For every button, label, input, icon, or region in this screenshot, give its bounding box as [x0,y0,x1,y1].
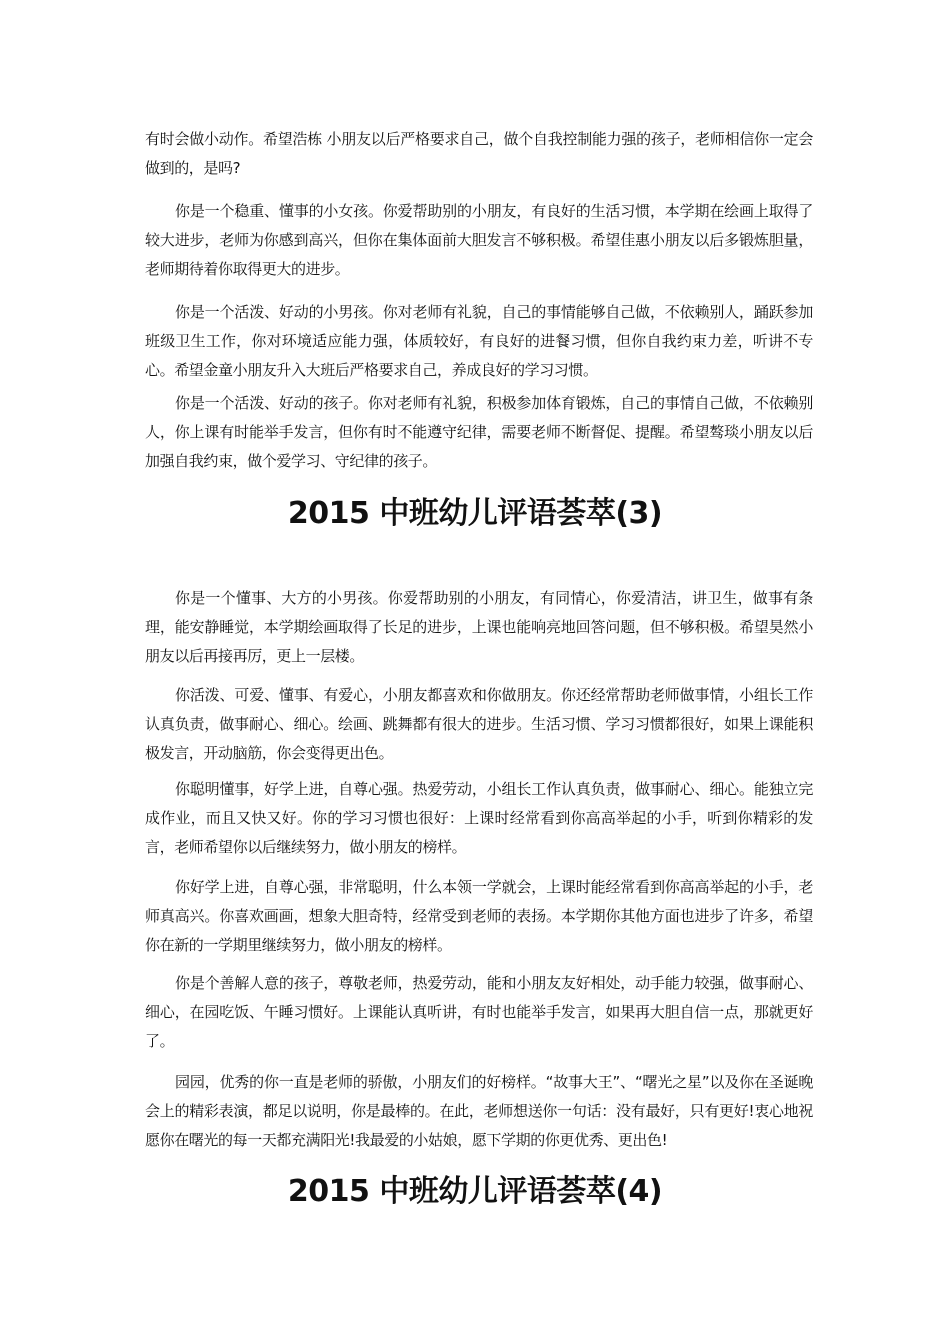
paragraph-comment: 你是一个稳重、懂事的小女孩。你爱帮助别的小朋友，有良好的生活习惯，本学期在绘画上取得了较大进步，老师为你感到高兴，但你在集体面前大胆发言不够积极。希望佳惠小朋友以后多锻炼胆量，老师期待着你取得更大的进步。 [145,202,813,278]
paragraph-comment: 园园，优秀的你一直是老师的骄傲，小朋友们的好榜样。“故事大王”、“曙光之星”以及你在圣诞晚会上的精彩表演，都足以说明，你是最棒的。在此，老师想送你一句话：没有最好，只有更好!衷心地祝愿你在曙光的每一天都充满阳光!我最爱的小姑娘，愿下学期的你更优秀、更出色! [145,1073,813,1149]
section-heading-3: 2015 中班幼儿评语荟萃(3) [287,496,663,531]
paragraph-continuation: 有时会做小动作。希望浩栋 小朋友以后严格要求自己，做个自我控制能力强的孩子，老师相信你一定会做到的，是吗? [145,130,813,177]
paragraph-comment: 你是一个懂事、大方的小男孩。你爱帮助别的小朋友，有同情心，你爱清洁，讲卫生，做事有条理，能安静睡觉，本学期绘画取得了长足的进步，上课也能响亮地回答问题，但不够积极。希望昊然小朋友以后再接再厉，更上一层楼。 [145,589,813,665]
section-heading-4: 2015 中班幼儿评语荟萃(4) [287,1174,663,1209]
paragraph-comment: 你活泼、可爱、懂事、有爱心，小朋友都喜欢和你做朋友。你还经常帮助老师做事情，小组长工作认真负责，做事耐心、细心。绘画、跳舞都有很大的进步。生活习惯、学习习惯都很好，如果上课能积极发言，开动脑筋，你会变得更出色。 [145,686,813,762]
paragraph-comment: 你好学上进，自尊心强，非常聪明，什么本领一学就会，上课时能经常看到你高高举起的小手，老师真高兴。你喜欢画画，想象大胆奇特，经常受到老师的表扬。本学期你其他方面也进步了许多，希望你在新的一学期里继续努力，做小朋友的榜样。 [145,878,813,954]
paragraph-comment: 你是一个活泼、好动的小男孩。你对老师有礼貌，自己的事情能够自己做，不依赖别人，踊跃参加班级卫生工作，你对环境适应能力强，体质较好，有良好的进餐习惯，但你自我约束力差，听讲不专心。希望金童小朋友升入大班后严格要求自己，养成良好的学习习惯。 [145,303,813,379]
paragraph-comment: 你聪明懂事，好学上进，自尊心强。热爱劳动，小组长工作认真负责，做事耐心、细心。能独立完成作业，而且又快又好。你的学习习惯也很好：上课时经常看到你高高举起的小手，听到你精彩的发言，老师希望你以后继续努力，做小朋友的榜样。 [145,780,813,856]
paragraph-comment: 你是一个活泼、好动的孩子。你对老师有礼貌，积极参加体育锻炼，自己的事情自己做，不依赖别人，你上课有时能举手发言，但你有时不能遵守纪律，需要老师不断督促、提醒。希望骜琰小朋友以后加强自我约束，做个爱学习、守纪律的孩子。 [145,394,813,470]
paragraph-comment: 你是个善解人意的孩子，尊敬老师，热爱劳动，能和小朋友友好相处，动手能力较强，做事耐心、细心，在园吃饭、午睡习惯好。上课能认真听讲，有时也能举手发言，如果再大胆自信一点，那就更好了。 [145,974,813,1050]
